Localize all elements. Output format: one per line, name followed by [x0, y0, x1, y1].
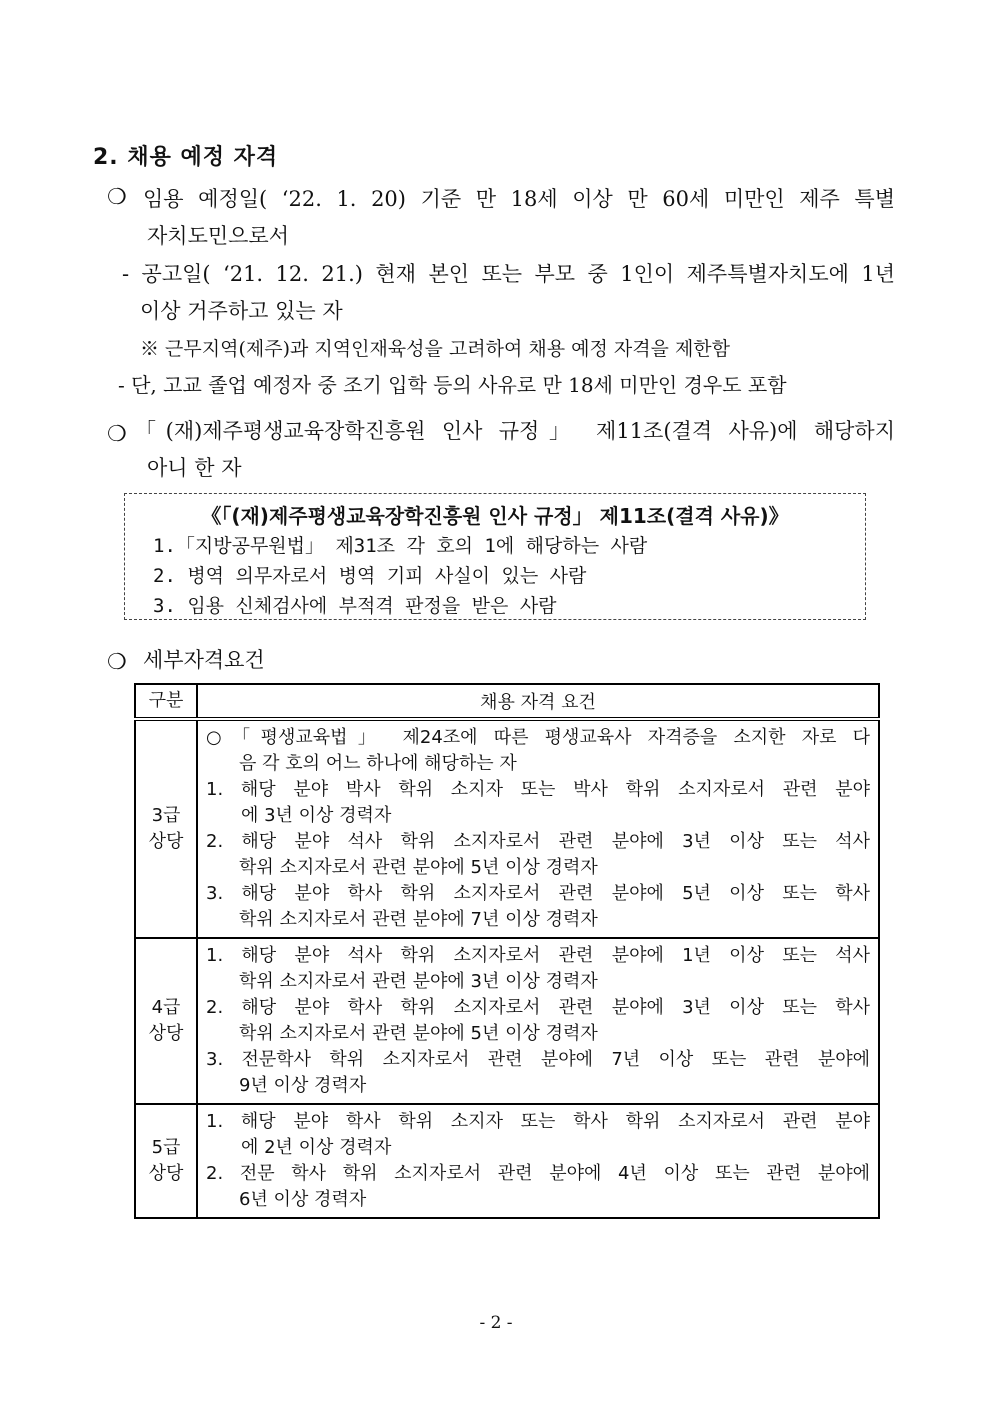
grade-label: 4급: [151, 997, 181, 1018]
grade-cell: [135, 1104, 197, 1218]
requirement-line: 음 각 호의 어느 하나에 해당하는 자: [239, 753, 517, 774]
requirement-line: 1. 해당 분야 석사 학위 소지자로서 관련 분야에 1년 이상 또는 석사: [206, 945, 870, 966]
requirement-line: 학위 소지자로서 관련 분야에 7년 이상 경력자: [239, 909, 598, 930]
dash-2-text: - 단, 고교 졸업 예정자 중 조기 입학 등의 사유로 만 18세 미만인 경우도 포함: [118, 373, 787, 397]
grade-sublabel: 상당: [148, 1023, 184, 1044]
requirement-line: 9년 이상 경력자: [239, 1075, 367, 1096]
grade-label: 3급: [151, 805, 181, 826]
requirement-line: 에 3년 이상 경력자: [241, 805, 392, 826]
bullet-1-line-1: 임용 예정일( ‘22. 1. 20) 기준 만 18세 이상 만 60세 미만인 제주 특별: [143, 187, 895, 211]
requirement-line: 학위 소지자로서 관련 분야에 5년 이상 경력자: [239, 1023, 598, 1044]
dash-1-line-2: 이상 거주하고 있는 자: [140, 299, 343, 323]
disqualification-box-title: 《「(재)제주평생교육장학진흥원 인사 규정」 제11조(결격 사유)》: [201, 504, 789, 528]
table-row: [135, 719, 879, 938]
note-text: ※ 근무지역(제주)과 지역인재육성을 고려하여 채용 예정 자격을 제한함: [140, 338, 731, 360]
grade-cell: [135, 938, 197, 1104]
bullet-circle-icon: ❍: [107, 422, 127, 447]
requirement-line: 6년 이상 경력자: [239, 1189, 367, 1210]
bullet-3-text: 세부자격요건: [143, 648, 265, 672]
header-requirements: 채용 자격 요건: [197, 684, 879, 719]
requirement-line: 3. 해당 분야 학사 학위 소지자로서 관련 분야에 5년 이상 또는 학사: [206, 883, 870, 904]
requirements-cell: [197, 1104, 879, 1218]
requirement-line: 1. 해당 분야 학사 학위 소지자 또는 학사 학위 소지자로서 관련 분야: [206, 1111, 870, 1132]
disqualification-item: 1.「지방공무원법」 제31조 각 호의 1에 해당하는 사람: [153, 535, 648, 557]
bullet-2-line-1: 「(재)제주평생교육장학진흥원 인사 규정」 제11조(결격 사유)에 해당하지: [135, 419, 895, 443]
requirement-line: 2. 해당 분야 학사 학위 소지자로서 관련 분야에 3년 이상 또는 학사: [206, 997, 870, 1018]
requirement-line: 2. 해당 분야 석사 학위 소지자로서 관련 분야에 3년 이상 또는 석사: [206, 831, 870, 852]
page-number: - 2 -: [479, 1313, 513, 1333]
section-title: 2. 채용 예정 자격: [93, 145, 279, 170]
table-row: [135, 938, 879, 1104]
grade-sublabel: 상당: [148, 831, 184, 852]
requirement-line: 학위 소지자로서 관련 분야에 5년 이상 경력자: [239, 857, 598, 878]
disqualification-item: 2. 병역 의무자로서 병역 기피 사실이 있는 사람: [153, 565, 587, 587]
requirement-line: 에 2년 이상 경력자: [241, 1137, 392, 1158]
bullet-circle-icon: ❍: [107, 650, 127, 675]
dash-1-line-1: - 공고일( ‘21. 12. 21.) 현재 본인 또는 부모 중 1인이 제주특별자치도에 1년: [122, 262, 895, 286]
table-row: [135, 1104, 879, 1218]
requirements-cell: [197, 938, 879, 1104]
grade-label: 5급: [151, 1137, 181, 1158]
grade-cell: [135, 719, 197, 938]
header-grade: 구분: [135, 684, 197, 719]
bullet-1-line-2: 자치도민으로서: [147, 224, 290, 248]
requirements-table: [134, 683, 880, 1219]
disqualification-item: 3. 임용 신체검사에 부적격 판정을 받은 사람: [153, 595, 557, 617]
disqualification-box: [124, 493, 866, 620]
table-header-row: [135, 684, 879, 719]
grade-sublabel: 상당: [148, 1163, 184, 1184]
bullet-circle-icon: ❍: [107, 185, 127, 210]
requirement-line: ○「평생교육법」 제24조에 따른 평생교육사 자격증을 소지한 자로 다: [206, 727, 870, 748]
requirement-line: 학위 소지자로서 관련 분야에 3년 이상 경력자: [239, 971, 598, 992]
requirements-cell: [197, 719, 879, 938]
bullet-2-line-2: 아니 한 자: [147, 456, 242, 480]
requirement-line: 2. 전문 학사 학위 소지자로서 관련 분야에 4년 이상 또는 관련 분야에: [206, 1163, 870, 1184]
requirement-line: 3. 전문학사 학위 소지자로서 관련 분야에 7년 이상 또는 관련 분야에: [206, 1049, 870, 1070]
requirement-line: 1. 해당 분야 박사 학위 소지자 또는 박사 학위 소지자로서 관련 분야: [206, 779, 870, 800]
